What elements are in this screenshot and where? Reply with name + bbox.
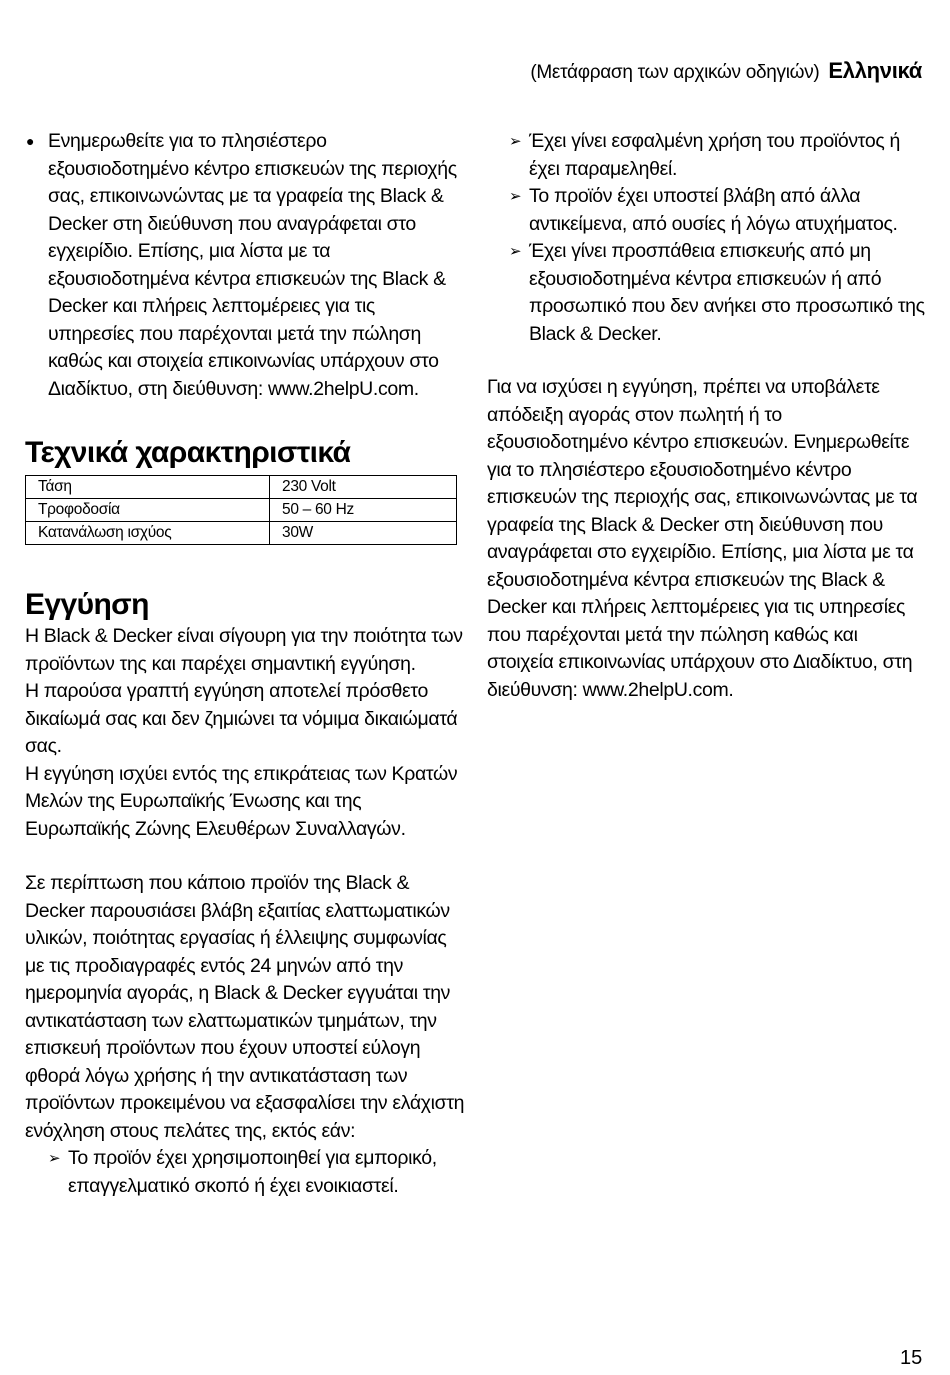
- warranty-paragraph: Η Black & Decker είναι σίγουρη για την ποιότητα των προϊόντων της και παρέχει σημαντική εγγύηση.: [25, 625, 463, 675]
- exclusions-list: [25, 1145, 465, 1200]
- warranty-heading: Εγγύηση: [25, 588, 149, 621]
- list-item-text: Το προϊόν έχει χρησιμοποιηθεί για εμπορικό, επαγγελματικό σκοπό ή έχει ενοικιαστεί.: [68, 1147, 437, 1197]
- spec-value: 50 – 60 Hz: [270, 499, 457, 522]
- warranty-cases-paragraph: Σε περίπτωση που κάποιο προϊόν της Black & Decker παρουσιάσει βλάβη εξαιτίας ελαττωματικών υλικών, ποιότητας εργασίας ή έλλειψης συμφωνίας με τις προδιαγραφές εντός 24 μηνών από την ημερομηνία αγοράς, η Black & Decker εγγυάται την αντικατάσταση των ελαττωματικών τμημάτων, την επισκευή προϊόντων που έχουν υποστεί εύλογη φθορά λόγω χρήσης ή την αντικατάσταση των προϊόντων προκειμένου να εξασφαλίσει την ελάχιστη ενόχληση στους πελάτες της, εκτός εάν:: [25, 872, 465, 1142]
- right-column: [487, 128, 927, 704]
- page-number: 15: [900, 1347, 923, 1369]
- bullet-icon: ●: [26, 133, 35, 149]
- table-row: [26, 476, 457, 499]
- spec-value: 30W: [270, 522, 457, 545]
- arrow-bullet-icon: ➢: [509, 243, 522, 260]
- exclusions-list-continued: [487, 128, 927, 348]
- specs-table: [25, 475, 457, 545]
- paragraph-gap: [487, 348, 927, 374]
- table-row: [26, 522, 457, 545]
- list-item: [487, 128, 927, 183]
- spec-label: Κατανάλωση ισχύος: [26, 522, 270, 545]
- service-bullet-text: Ενημερωθείτε για το πλησιέστερο εξουσιοδοτημένο κέντρο επισκευών της περιοχής σας, επικοινωνώντας με τα γραφεία της Black & Decker στη διεύθυνση που αναγράφεται στο εγχειρίδιο. Επίσης, μια λίστα με τα εξουσιοδοτημένα κέντρα επισκευών της Black & Decker και πλήρεις λεπτομέρειες για τις υπηρεσίες που παρέχονται μετά την πώληση καθώς και στοιχεία επικοινωνίας υπάρχουν στο Διαδίκτυο, στη διεύθυνση: www.2helpU.com.: [48, 130, 457, 400]
- header-language: Ελληνικά: [828, 58, 922, 83]
- list-item: [487, 183, 927, 238]
- list-item-text: Έχει γίνει εσφαλμένη χρήση του προϊόντος ή έχει παραμεληθεί.: [529, 130, 900, 180]
- service-bullet: [25, 128, 465, 403]
- table-row: [26, 499, 457, 522]
- spec-label: Τροφοδοσία: [26, 499, 270, 522]
- paragraph-gap: [25, 843, 465, 870]
- arrow-bullet-icon: ➢: [48, 1150, 61, 1167]
- list-item: [25, 1145, 465, 1200]
- list-item-text: Έχει γίνει προσπάθεια επισκευής από μη εξουσιοδοτημένα κέντρα επισκευών ή από προσωπικό που δεν ανήκει στο προσωπικό της Black & Decker.: [529, 240, 925, 345]
- warranty-paragraph: Η παρούσα γραπτή εγγύηση αποτελεί πρόσθετο δικαίωμά σας και δεν ζημιώνει τα νόμιμα δικαιώματά σας.: [25, 680, 458, 757]
- left-column: [25, 128, 465, 1200]
- spec-value: 230 Volt: [270, 476, 457, 499]
- page-header: [530, 58, 922, 84]
- warranty-paragraph: Η εγγύηση ισχύει εντός της επικράτειας των Κρατών Μελών της Ευρωπαϊκής Ένωσης και της Ευρωπαϊκής Ζώνης Ελευθέρων Συναλλαγών.: [25, 762, 458, 840]
- spec-label: Τάση: [26, 476, 270, 499]
- arrow-bullet-icon: ➢: [509, 188, 522, 205]
- technical-specs-heading: Τεχνικά χαρακτηριστικά: [25, 436, 351, 469]
- arrow-bullet-icon: ➢: [509, 133, 522, 150]
- list-item-text: Το προϊόν έχει υποστεί βλάβη από άλλα αντικείμενα, από ουσίες ή λόγω ατυχήματος.: [529, 185, 898, 235]
- warranty-claim-paragraph: Για να ισχύσει η εγγύηση, πρέπει να υποβάλετε απόδειξη αγοράς στον πωλητή ή το εξουσιοδοτημένο κέντρο επισκευών. Ενημερωθείτε για το πλησιέστερο εξουσιοδοτημένο κέντρο επισκευών της περιοχής σας, επικοινωνώντας με τα γραφεία της Black & Decker στη διεύθυνση που αναγράφεται στο εγχειρίδιο. Επίσης, μια λίστα με τα εξουσιοδοτημένα κέντρα επισκευών της Black & Decker και πλήρεις λεπτομέρειες για τις υπηρεσίες που παρέχονται μετά την πώληση καθώς και στοιχεία επικοινωνίας υπάρχουν στο Διαδίκτυο, στη διεύθυνση: www.2helpU.com.: [487, 376, 918, 701]
- header-subtitle: (Μετάφραση των αρχικών οδηγιών): [530, 62, 820, 83]
- list-item: [487, 238, 927, 348]
